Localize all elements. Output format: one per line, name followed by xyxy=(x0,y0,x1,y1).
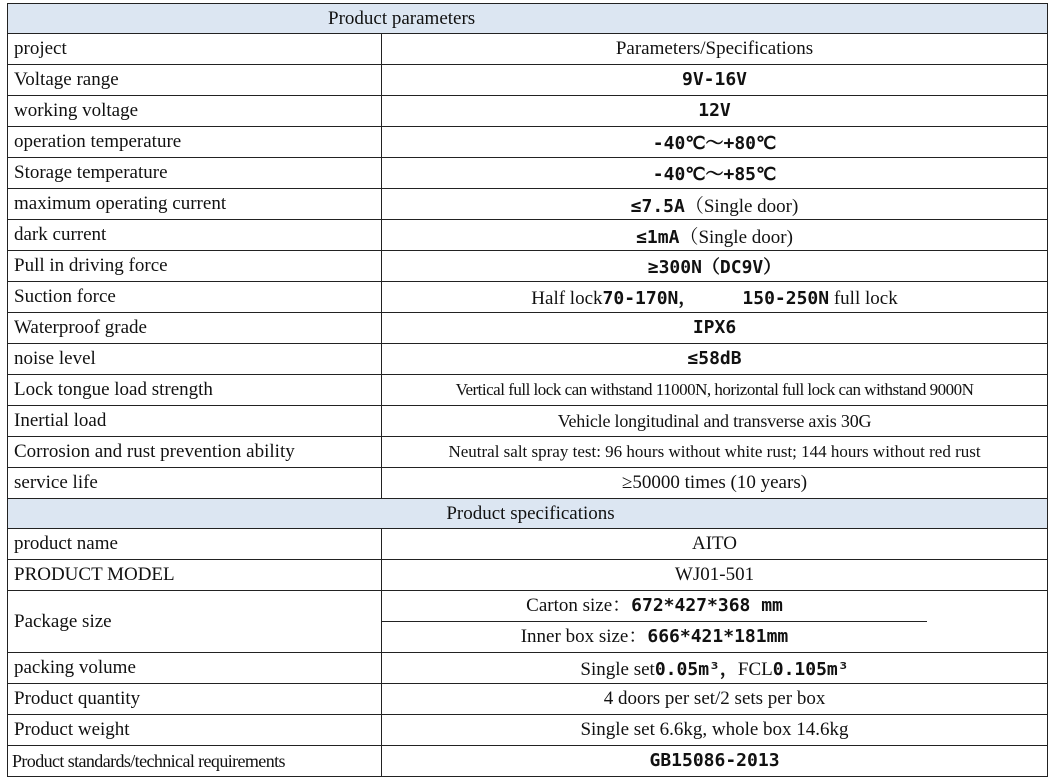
row-label: Suction force xyxy=(8,282,382,313)
row-value: WJ01-501 xyxy=(382,560,1048,591)
volume-fcl: 0.105m³ xyxy=(772,659,849,680)
row-note: （Single door) xyxy=(679,226,793,248)
package-size-cell xyxy=(382,591,1048,653)
section-title-parameters: Product parameters xyxy=(8,4,1048,34)
suction-pre: Half lock xyxy=(531,288,603,309)
table-row xyxy=(8,189,1048,220)
row-label: Pull in driving force xyxy=(8,251,382,282)
row-label: service life xyxy=(8,468,382,499)
table-row xyxy=(8,437,1048,468)
row-value: ≤58dB xyxy=(687,348,742,369)
row-label: Inertial load xyxy=(8,406,382,437)
table-row xyxy=(8,344,1048,375)
table-row xyxy=(8,34,1048,65)
table-row xyxy=(8,684,1048,715)
inner-box-size-line xyxy=(382,622,1047,652)
carton-size-line xyxy=(382,591,927,622)
row-label: Package size xyxy=(8,591,382,653)
row-label: maximum operating current xyxy=(8,189,382,220)
row-label: Product weight xyxy=(8,715,382,746)
row-value: -40℃～+80℃ xyxy=(652,133,777,154)
row-value: 9V-16V xyxy=(681,69,748,90)
table-row xyxy=(8,591,1048,653)
table-row xyxy=(8,560,1048,591)
table-row xyxy=(8,127,1048,158)
carton-label: Carton size： xyxy=(526,595,632,616)
table-row xyxy=(8,251,1048,282)
row-label: Corrosion and rust prevention ability xyxy=(8,437,382,468)
table-row xyxy=(8,468,1048,499)
table-row xyxy=(8,220,1048,251)
row-value: ≥50000 times (10 years) xyxy=(382,468,1048,499)
row-label: product name xyxy=(8,529,382,560)
row-value: -40℃～+85℃ xyxy=(652,164,777,185)
table-row xyxy=(8,653,1048,684)
table-row xyxy=(8,406,1048,437)
volume-pre: Single set xyxy=(580,659,655,680)
row-value: ≥300N（DC9V） xyxy=(647,257,782,278)
row-note: （Single door) xyxy=(684,195,799,217)
row-label: Product standards/technical requirements xyxy=(8,746,382,777)
table-row xyxy=(8,313,1048,344)
suction-post: full lock xyxy=(833,288,898,309)
section-row-specifications xyxy=(8,499,1048,529)
row-value: ≤7.5A xyxy=(630,195,685,217)
row-label: Product quantity xyxy=(8,684,382,715)
table-row xyxy=(8,375,1048,406)
volume-mid: FCL xyxy=(737,659,773,680)
row-label: working voltage xyxy=(8,96,382,127)
row-label: Storage temperature xyxy=(8,158,382,189)
row-value: AITO xyxy=(382,529,1048,560)
row-label: PRODUCT MODEL xyxy=(8,560,382,591)
inner-label: Inner box size： xyxy=(520,626,648,647)
row-label: Voltage range xyxy=(8,65,382,96)
section-row-parameters xyxy=(8,4,1048,34)
carton-value: 672*427*368 mm xyxy=(631,595,783,616)
table-row xyxy=(8,158,1048,189)
row-label: Lock tongue load strength xyxy=(8,375,382,406)
table-row xyxy=(8,746,1048,777)
row-value: 12V xyxy=(698,100,731,121)
row-value: Parameters/Specifications xyxy=(382,34,1048,65)
row-label: project xyxy=(8,34,382,65)
spec-sheet xyxy=(7,3,1047,777)
table-row xyxy=(8,715,1048,746)
row-value: GB15086-2013 xyxy=(649,750,780,771)
row-label: noise level xyxy=(8,344,382,375)
row-value: Vehicle longitudinal and transverse axis 30G xyxy=(382,406,1048,437)
row-label: Waterproof grade xyxy=(8,313,382,344)
table-row xyxy=(8,65,1048,96)
section-title-specifications: Product specifications xyxy=(8,499,1048,529)
volume-single: 0.05m³， xyxy=(654,659,738,680)
row-value: ≤1mA xyxy=(636,226,680,248)
inner-value: 666*421*181mm xyxy=(647,626,789,647)
suction-value-half: 70-170N， xyxy=(602,288,697,309)
spec-table xyxy=(7,3,1048,777)
suction-value-full: 150-250N xyxy=(742,288,830,309)
row-label: dark current xyxy=(8,220,382,251)
row-value: 4 doors per set/2 sets per box xyxy=(382,684,1048,715)
row-label: packing volume xyxy=(8,653,382,684)
row-value: Neutral salt spray test: 96 hours without white rust; 144 hours without red rust xyxy=(382,437,1048,468)
row-label: operation temperature xyxy=(8,127,382,158)
table-row xyxy=(8,529,1048,560)
row-value: Vertical full lock can withstand 11000N, horizontal full lock can withstand 9000N xyxy=(382,375,1048,406)
row-value: Single set 6.6kg, whole box 14.6kg xyxy=(382,715,1048,746)
table-row xyxy=(8,282,1048,313)
table-row xyxy=(8,96,1048,127)
row-value: IPX6 xyxy=(692,317,737,338)
